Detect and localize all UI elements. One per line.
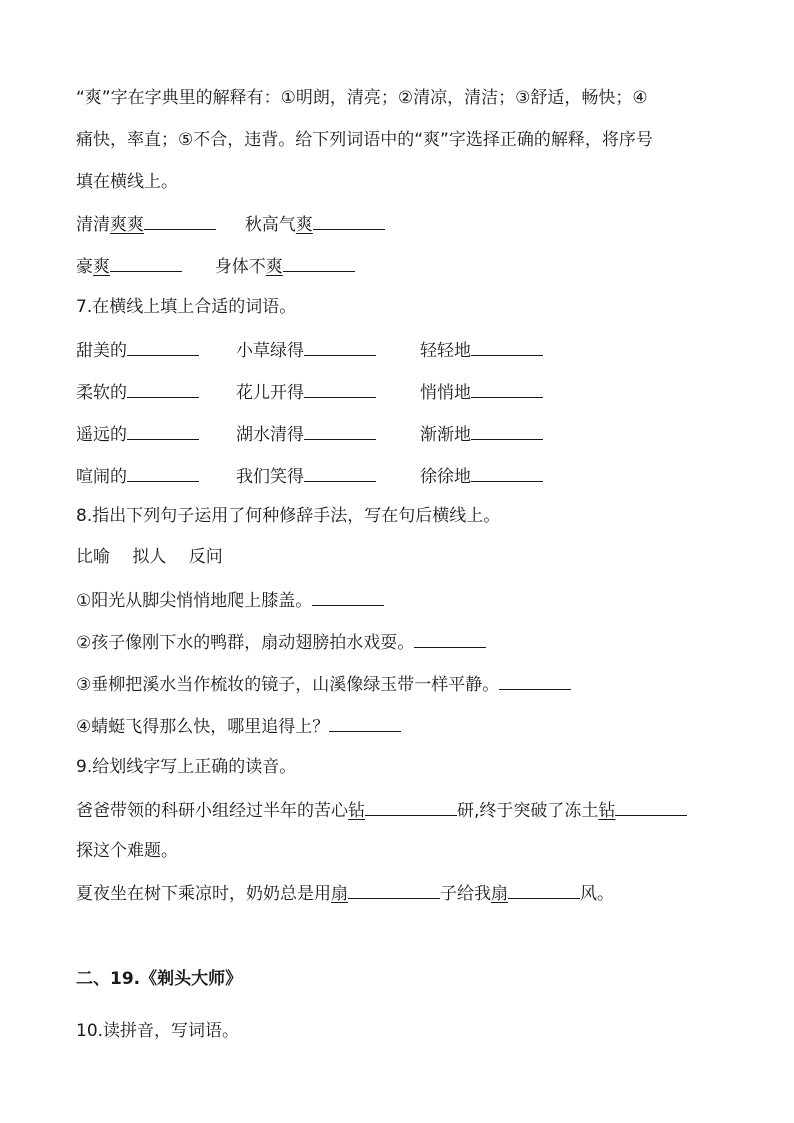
q9-underlined-char: 钻: [348, 801, 365, 821]
q7-cell: [236, 379, 376, 405]
answer-blank[interactable]: [144, 211, 216, 230]
q9-underlined-char: 扇: [331, 884, 348, 904]
answer-blank[interactable]: [471, 421, 543, 440]
q6-item-2-prefix: 秋高气: [244, 215, 296, 235]
q6-item-4-prefix: 身体不: [214, 257, 266, 277]
q8-sentence-1: [76, 587, 384, 613]
q10-title: 10.读拼音，写词语。: [76, 1021, 240, 1041]
q7-cell-text: 遥远的: [76, 425, 127, 445]
q7-title: 7.在横线上填上合适的词语。: [76, 297, 297, 317]
q7-cell: [236, 463, 376, 489]
answer-blank[interactable]: [127, 337, 199, 356]
q9-text: 夏夜坐在树下乘凉时，奶奶总是用: [76, 884, 331, 904]
q8-sentence-text: ④蜻蜓飞得那么快，哪里追得上？: [76, 717, 330, 737]
answer-blank[interactable]: [348, 880, 440, 899]
q7-cell-text: 我们笑得: [236, 467, 304, 487]
q6-intro-line-1: “爽”字在字典里的解释有：①明朗，清亮；②清凉，清洁；③舒适，畅快；④: [76, 88, 648, 108]
q6-intro-line-3: 填在横线上。: [76, 172, 178, 192]
answer-blank[interactable]: [329, 713, 401, 732]
q8-sentence-text: ①阳光从脚尖悄悄地爬上膝盖。: [76, 591, 313, 611]
q9-title: 9.给划线字写上正确的读音。: [76, 757, 297, 777]
q9-line-2: 探这个难题。: [76, 841, 178, 861]
q7-cell: [76, 379, 199, 405]
q6-item-3-underlined: 爽: [93, 257, 110, 277]
answer-blank[interactable]: [304, 337, 376, 356]
q9-text: 研,终于突破了冻土: [457, 801, 599, 821]
q7-cell-text: 小草绿得: [236, 341, 304, 361]
answer-blank[interactable]: [471, 379, 543, 398]
answer-blank[interactable]: [615, 797, 687, 816]
answer-blank[interactable]: [304, 421, 376, 440]
q7-cell-text: 渐渐地: [420, 425, 471, 445]
q7-cell-text: 轻轻地: [420, 341, 471, 361]
q7-cell: [420, 379, 543, 405]
q9-text: 子给我: [440, 884, 491, 904]
answer-blank[interactable]: [127, 463, 199, 482]
q8-title: 8.指出下列句子运用了何种修辞手法，写在句后横线上。: [76, 506, 501, 526]
answer-blank[interactable]: [414, 629, 486, 648]
q7-cell-text: 柔软的: [76, 383, 127, 403]
q7-cell-text: 甜美的: [76, 341, 127, 361]
q9-line-3: [76, 880, 614, 906]
q7-cell-text: 徐徐地: [420, 467, 471, 487]
q8-sentence-3: [76, 671, 571, 697]
answer-blank[interactable]: [127, 421, 199, 440]
answer-blank[interactable]: [471, 463, 543, 482]
q6-item-1-underlined: 爽爽: [110, 215, 144, 235]
answer-blank[interactable]: [304, 379, 376, 398]
q6-item-2: [245, 215, 385, 235]
q7-cell-text: 喧闹的: [76, 467, 127, 487]
answer-blank[interactable]: [304, 463, 376, 482]
answer-blank[interactable]: [508, 880, 580, 899]
q8-sentence-text: ③垂柳把溪水当作梳妆的镜子，山溪像绿玉带一样平静。: [76, 675, 500, 695]
section-heading: 二、19.《剃头大师》: [76, 969, 243, 989]
answer-blank[interactable]: [283, 253, 355, 272]
q9-line-1: [76, 797, 687, 823]
answer-blank[interactable]: [127, 379, 199, 398]
q7-cell: [420, 337, 543, 363]
q7-cell-text: 花儿开得: [236, 383, 304, 403]
q7-cell-text: 湖水清得: [236, 425, 304, 445]
q6-item-1-prefix: 清清: [76, 215, 110, 235]
q7-cell-text: 悄悄地: [420, 383, 471, 403]
answer-blank[interactable]: [312, 587, 384, 606]
q6-intro-line-2: 痛快，率直；⑤不合，违背。给下列词语中的“爽”字选择正确的解释，将序号: [76, 130, 653, 150]
q7-cell: [76, 337, 199, 363]
q9-underlined-char: 钻: [598, 801, 616, 821]
answer-blank[interactable]: [471, 337, 543, 356]
q7-cell: [76, 421, 199, 447]
answer-blank[interactable]: [313, 211, 385, 230]
q6-items-row-2: [76, 253, 355, 279]
q6-item-3: [76, 257, 182, 277]
q7-cell: [76, 463, 199, 489]
q6-item-4-underlined: 爽: [265, 257, 283, 277]
q7-cell: [236, 421, 376, 447]
q6-item-3-prefix: 豪: [76, 257, 93, 277]
q7-cell: [236, 337, 376, 363]
q9-text: 风。: [580, 884, 614, 904]
q6-item-2-underlined: 爽: [295, 215, 313, 235]
q6-items-row-1: [76, 211, 385, 237]
q6-item-1: [76, 215, 216, 235]
q9-text: 爸爸带领的科研小组经过半年的苦心: [76, 801, 348, 821]
q7-cell: [420, 421, 543, 447]
q8-options: 比喻 拟人 反问: [76, 547, 223, 567]
q8-sentence-text: ②孩子像刚下水的鸭群，扇动翅膀拍水戏耍。: [76, 633, 415, 653]
q6-item-4: [215, 257, 355, 277]
q8-sentence-2: [76, 629, 486, 655]
answer-blank[interactable]: [499, 671, 571, 690]
q8-sentence-4: [76, 713, 401, 739]
q7-cell: [420, 463, 543, 489]
q9-underlined-char: 扇: [491, 884, 508, 904]
answer-blank[interactable]: [110, 253, 182, 272]
answer-blank[interactable]: [365, 797, 457, 816]
